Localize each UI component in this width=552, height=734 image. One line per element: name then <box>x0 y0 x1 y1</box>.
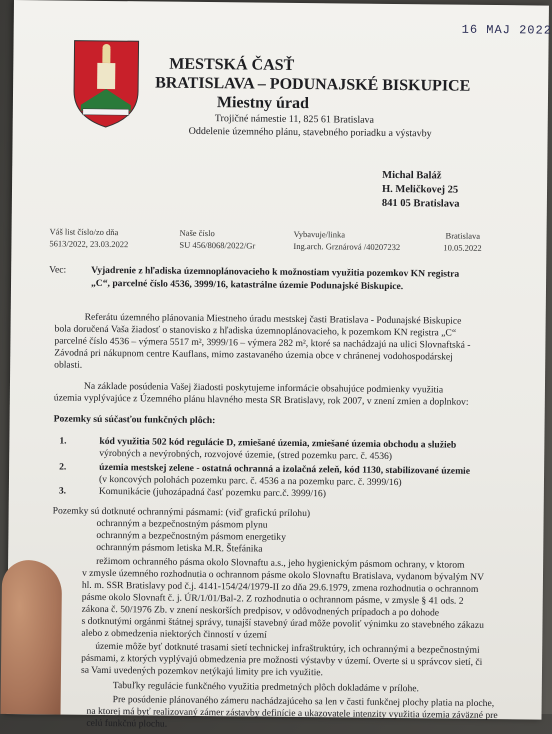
zone-5-line: sa Vami uvedených pozemkov netýkajú limity pre ich využitie. <box>80 664 324 679</box>
subject-line-1: Vyjadrenie z hľadiska územnoplánovacieho k možnostiam využitia pozemkov KN registra <box>91 264 460 280</box>
paragraph-1-line: bola doručená Vaša žiadosť o stanovisko z hľadiska územnoplánovacieho, k pozemkom KN registra „C“ <box>54 323 457 339</box>
letter-page <box>7 0 552 730</box>
tables-note: Tabuľky regulácie funkčného využitia predmetných plôch dokladáme v prílohe. <box>112 680 419 695</box>
zone-item: ochranným pásmom letiska M.R. Štefánika <box>96 541 263 555</box>
zone-4-line: s dotknutými orgánmi štátnej správy, tunajší stavebný úrad môže povoliť výnimku zo stavebného zákazu <box>81 615 484 631</box>
item-number: 1. <box>59 435 67 447</box>
paragraph-2-line: Na základe posúdenia Vašej žiadosti poskytujeme informácie obsahujúce podmienky využitia <box>83 380 444 396</box>
item-line: Komunikácie (juhozápadná časť pozemku parc.č. 3999/16) <box>98 485 326 500</box>
recipient-street: H. Meličkovej 25 <box>381 183 459 196</box>
paragraph-1-line: parcelné číslo 4536 – výmera 5517 m², 3999/16 – výmera 282 m², ktoré sa nachádzajú na ulici Slovnaftská - <box>54 335 471 351</box>
subject-line-2: „C“, parcelné číslo 4536, 3999/16, katastrálne územie Podunajské Biskupice. <box>90 277 404 293</box>
subject-label: Vec: <box>49 264 67 276</box>
item-line: (v koncových polohách pozemku parc. č. 4536 a na pozemku parc. č. 3999/16) <box>98 473 402 489</box>
ref-date-value: 10.05.2022 <box>443 242 482 253</box>
holding-finger <box>1 560 63 715</box>
recipient-city: 841 05 Bratislava <box>381 197 460 210</box>
recipient-name: Michal Baláž <box>382 169 442 182</box>
ref-our-value: SU 456/8068/2022/Gr <box>179 239 256 251</box>
item-line: územia mestskej zelene - ostatná ochranná a izolačná zeleň, kód 1130, stabilizované územie <box>99 461 471 477</box>
item-line: kód využitia 502 kód regulácie D, zmiešané územia, zmiešané územia obchodu a služieb <box>99 435 457 451</box>
ref-your-label: Váš list číslo/zo dňa <box>49 226 119 238</box>
coat-of-arms-icon <box>71 39 142 130</box>
paragraph-1-line: Referátu územného plánovania Miestneho úradu mestskej časti Bratislava - Podunajské Biskupice <box>84 311 462 327</box>
final-paragraph-line: celú funkčnú plochu. <box>86 717 168 730</box>
zone-5-line: pásmami, z ktorých vyplývajú obmedzenia pre možnosti výstavby v území. Overte si u správcov sietí, či <box>81 652 483 668</box>
final-paragraph-line: Pre posúdenie plánovaného zámeru nachádzajúceho sa len v časti funkčnej plochy platia na ploche, <box>112 694 495 710</box>
item-line: výrobných a nevýrobných, rozvojové územie, (stred pozemku parc. č. 4536) <box>99 447 393 462</box>
zone-4-line: v zmysle územného rozhodnutia o ochrannom pásme okolo Slovnaftu Bratislava, vydanom bývalým NV <box>81 567 485 583</box>
header-department: Oddelenie územného plánu, stavebného poriadku a výstavby <box>188 125 432 140</box>
ref-your-value: 5613/2022, 23.03.2022 <box>49 238 129 250</box>
zone-5-line: územie môže byť dotknuté trasami sietí technickej infraštruktúry, ich ochrannými a bezpečnostnými <box>95 640 480 656</box>
ref-handler-value: Ing.arch. Grznárová /40207232 <box>293 240 401 253</box>
paragraph-2-line: územia vyplývajúce z Územného plánu hlavného mesta SR Bratislavy, rok 2007, v znení zmien a doplnkov: <box>53 392 469 408</box>
zone-4-line: režimom ochranného pásma okolo Slovnaftu a.s., jeho hygienickým pásmom ochrany, v ktorom <box>96 555 465 571</box>
zone-4-line: hl. m. SSR Bratislavy pod č.j. 4141-154/24/1979-II zo dňa 29.6.1979, zmena rozhodnutia o ochrannom <box>81 579 479 595</box>
zone-item: ochranným a bezpečnostným pásmom plynu <box>96 517 268 531</box>
zone-4-line: pásme okolo Slovnaft č. j. ÚR/1/01/Bal-2. Z rozhodnutia o ochrannom pásme, v zmysle § 41 ods. 2 <box>81 591 464 607</box>
received-date-stamp: 16 MAJ 2022 <box>461 22 552 38</box>
zone-4-line: zákona č. 50/1976 Zb. v znení neskorších predpisov, v odôvodnených prípadoch a po dohode <box>81 603 440 619</box>
header-municipality: MESTSKÁ ČASŤ <box>169 55 295 74</box>
header-office: Miestny úrad <box>216 94 310 113</box>
ref-our-label: Naše číslo <box>179 227 215 239</box>
paragraph-1-line: Závodná pri nákupnom centre Kauflans, mimo zastavaného územia obce v chránenej vodohospodárskej <box>54 347 453 363</box>
ref-place-label: Bratislava <box>445 230 481 241</box>
zone-4-line: alebo z obmedzenia niektorých činností v území <box>81 627 267 641</box>
zone-item: ochranným a bezpečnostným pásmom energetiky <box>96 529 286 543</box>
paragraph-1-line: oblasti. <box>54 359 83 371</box>
ref-handler-label: Vybavuje/linka <box>293 228 346 240</box>
final-paragraph-line: na ktorej má byť realizovaný zámer zástavby definície a ukazovatele intenzity využitia územia záväzné pre <box>86 705 498 722</box>
header-city-district: BRATISLAVA – PODUNAJSKÉ BISKUPICE <box>155 74 471 95</box>
protection-zones-heading: Pozemky sú dotknuté ochrannými pásmami: (viď grafickú prílohu) <box>52 505 311 520</box>
functional-areas-heading: Pozemky sú súčasťou funkčných plôch: <box>53 413 216 427</box>
header-address: Trojičné námestie 11, 825 61 Bratislava <box>214 113 375 126</box>
item-number: 2. <box>59 461 67 473</box>
item-number: 3. <box>58 485 67 497</box>
